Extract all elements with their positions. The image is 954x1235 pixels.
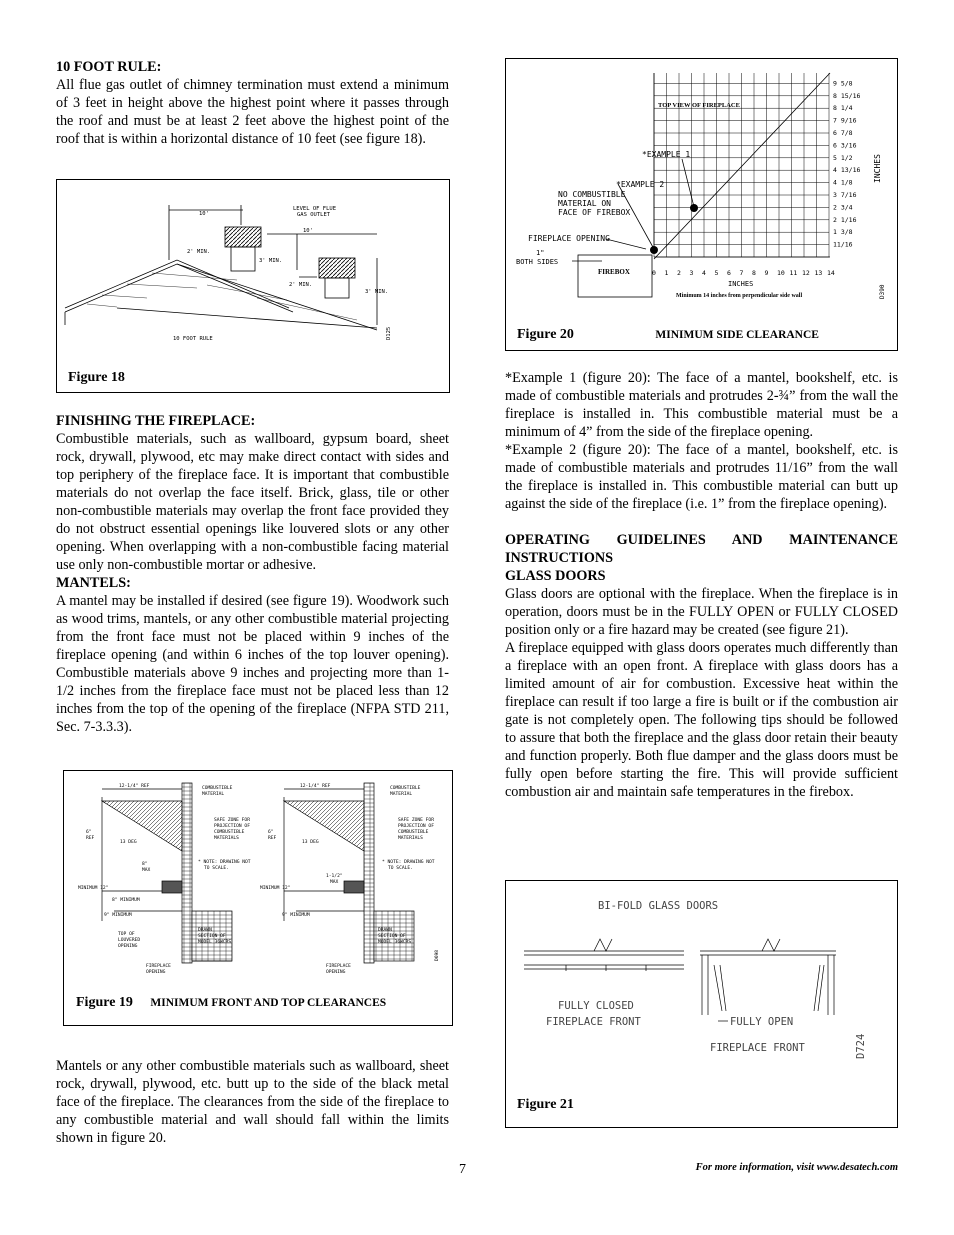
figure-18-caption: Figure 18 <box>68 370 125 385</box>
fig20-y-tick: 3 7/16 <box>833 191 857 199</box>
fig19-left-note2: TO SCALE. <box>204 866 229 871</box>
fig21-closed-2: FIREPLACE FRONT <box>546 1016 641 1028</box>
fig19-left-comb: COMBUSTIBLE <box>202 786 233 791</box>
fig20-both-2: BOTH SIDES <box>516 258 559 266</box>
fig19-left-louver1: TOP OF <box>118 932 135 937</box>
example-2-text: *Example 2 (figure 20): The face of a mantel, bookshelf, etc. is made of combustible materials and protrudes 11/16” from the wall the fireplace is installed in. This combustible material can butt up against the side of the fireplace (i.e. 1” from the fireplace opening). <box>505 442 898 512</box>
fig20-x-tick: 5 <box>714 269 719 277</box>
fig19-left-material: MATERIAL <box>202 792 225 797</box>
fig19-left-section2: SECTION OF <box>198 934 226 939</box>
fig20-y-tick: 6 3/16 <box>833 141 857 150</box>
fig20-example1: *EXAMPLE 1 <box>642 150 691 159</box>
figure-19 <box>63 770 453 1026</box>
fig20-no-comb-1: NO COMBUSTIBLE <box>558 190 626 199</box>
fig20-x-tick: 4 <box>702 269 706 277</box>
fig19-left-mats: MATERIALS <box>214 836 239 841</box>
fig19-right-max112: 1-1/2" <box>326 874 343 879</box>
finishing-text: Combustible materials, such as wallboard, gypsum board, sheet rock, drywall, plywood, etc may make direct contact with sides and top periphery of the fireplace face. It is important that combustible materials do not overlap the face itself. Brick, glass, tile or other non-combustible materials may overlap the front face provided they do not obstruct essential openings like louvered slots or any other opening. When overlapping with a non-combustible facing material use only non-combustible mortar or adhesive. <box>56 431 449 573</box>
fig19-left-ref6b: REF <box>86 836 95 841</box>
fig19-left-section1: DRAWN <box>198 928 212 933</box>
fig19-right-note1: * NOTE: DRAWING NOT <box>382 860 435 865</box>
fig21-open-1: FULLY OPEN <box>730 1016 794 1028</box>
fig19-right-top: 12-1/4" REF <box>300 784 331 789</box>
fig20-no-comb-2: MATERIAL ON <box>558 199 611 208</box>
fig20-y-tick: 11/16 <box>833 240 853 249</box>
fig19-left-proj: PROJECTION OF <box>214 824 250 829</box>
side-clearance-text: Mantels or any other combustible materials such as wallboard, sheet rock, drywall, plywood, etc. butt up to the side of the black metal face of the fireplace. The clearances from the side of the fireplace to any combustible material and wall should fall within the limits shown in figure 20. <box>56 1058 449 1146</box>
fig20-x-tick: 13 <box>814 269 823 277</box>
fig19-right-ref6b: REF <box>268 836 277 841</box>
left-column-middle <box>56 412 449 736</box>
fig18-flue-label: LEVEL OF FLUE <box>293 206 337 212</box>
fig20-x-tick: 11 <box>789 269 798 277</box>
fig19-right-deg: 13 DEG <box>302 840 319 845</box>
fig19-left-louver2: LOUVERED <box>118 938 141 943</box>
fig20-no-comb-3: FACE OF FIREBOX <box>558 208 631 217</box>
fig20-y-tick: 4 1/8 <box>833 178 853 187</box>
figure-21-caption: Figure 21 <box>517 1097 574 1112</box>
figure-19-caption <box>76 995 386 1011</box>
mantels-text: A mantel may be installed if desired (see figure 19). Woodwork such as wood trims, mantels, or any other combustible material projecting from the front face must not be placed within 9 inches of the fireplace opening (and within 6 inches of the top louver opening). Combustible materials above 9 inches and projecting more than 1-1/2 inches from the fireplace face must not be placed less than 12 inches from the top of the opening of the fireplace (NFPA STD 211, Sec. 7-3.3.3). <box>56 593 449 735</box>
fig19-left-top: 12-1/4" REF <box>119 784 150 789</box>
fig19-right-opening1: FIREPLACE <box>326 964 351 969</box>
fig19-right-ref6: 6" <box>268 830 274 835</box>
figure-19-label: Figure 19 <box>76 995 133 1010</box>
fig19-left-note1: * NOTE: DRAWING NOT <box>198 860 251 865</box>
page-number: 7 <box>459 1162 466 1177</box>
fig19-left-min12: MINIMUM 12" <box>78 886 109 891</box>
fig20-x-tick: 6 <box>727 269 731 277</box>
fig19-code: D698 <box>435 949 440 961</box>
fig20-y-tick: 1 3/8 <box>833 228 853 237</box>
figure-21 <box>505 880 898 1128</box>
fig20-y-tick: 8 1/4 <box>833 104 853 113</box>
fig20-y-tick: 8 15/16 <box>833 91 861 100</box>
fig20-x-tick: 1 <box>664 269 669 277</box>
figure-19-subtitle: MINIMUM FRONT AND TOP CLEARANCES <box>150 997 387 1009</box>
fig21-open-2: FIREPLACE FRONT <box>710 1042 805 1054</box>
right-column-text <box>505 369 898 801</box>
fig19-left-deg: 13 DEG <box>120 840 137 845</box>
fig20-inches-x: INCHES <box>728 280 754 288</box>
fig20-y-tick: 4 13/16 <box>833 166 861 175</box>
fig20-x-tick: 9 <box>764 269 769 277</box>
fig19-left-section3: MODEL 36WCRS <box>198 940 232 945</box>
figure-19-drawing <box>64 771 452 993</box>
fig19-left-max8: 8" <box>142 862 148 867</box>
fig19-right-min8: 9" MINIMUM <box>282 913 310 918</box>
fig19-left-opening2: OPENING <box>146 970 166 975</box>
figure-18-drawing <box>57 180 449 392</box>
fig18-code: D125 <box>386 326 392 340</box>
fig20-min14: Minimum 14 inches from perpendicular side wall <box>676 293 803 299</box>
fig21-title: BI-FOLD GLASS DOORS <box>598 900 719 912</box>
fig19-right-safe: SAFE ZONE FOR <box>398 818 434 823</box>
figure-20-caption-row <box>517 327 819 343</box>
fig18-2min-a: 2' MIN. <box>187 249 211 255</box>
fig20-example2-point <box>650 246 658 254</box>
mantels-heading: MANTELS: <box>56 575 131 591</box>
fig18-3min-a: 3' MIN. <box>259 258 283 264</box>
fig20-y-tick: 7 9/16 <box>833 116 857 125</box>
fig21-closed-1: FULLY CLOSED <box>558 1000 634 1012</box>
figure-21-drawing <box>506 881 897 1091</box>
fig20-fp-opening: FIREPLACE OPENING <box>528 234 610 243</box>
fig19-left-comb2: COMBUSTIBLE <box>214 830 245 835</box>
fig18-2min-b: 2' MIN. <box>289 282 313 288</box>
fig19-right-proj: PROJECTION OF <box>398 824 434 829</box>
fig19-right-material: MATERIAL <box>390 792 413 797</box>
fig19-right-note2: TO SCALE. <box>388 866 413 871</box>
fig20-code: D390 <box>879 284 886 299</box>
fig20-x-tick: 3 <box>689 269 694 277</box>
figure-20-drawing <box>506 59 897 319</box>
fig19-left-max8b: MAX <box>142 868 151 873</box>
fig19-right-section1: DRAWN <box>378 928 392 933</box>
fig21-code: D724 <box>855 1033 867 1059</box>
fig20-x-tick: 10 <box>777 269 785 277</box>
fig20-example1-point <box>690 204 698 212</box>
fig19-left-safe: SAFE ZONE FOR <box>214 818 250 823</box>
fig20-inches-y: INCHES <box>873 154 882 183</box>
fig20-x-tick: 12 <box>802 269 810 277</box>
example-1-text: *Example 1 (figure 20): The face of a mantel, bookshelf, etc. is made of combustible materials and protrudes 2-¾” from the wall the fireplace is installed in. This combustible material must be a minimum of 4” from the side of the fireplace opening. <box>505 370 898 440</box>
fig19-left-opening1: FIREPLACE <box>146 964 171 969</box>
figure-20-subtitle: MINIMUM SIDE CLEARANCE <box>655 329 819 341</box>
fig20-x-tick: 8 <box>752 269 756 277</box>
fig20-example2: *EXAMPLE 2 <box>616 180 665 189</box>
fig19-left-ref6: 6" <box>86 830 92 835</box>
fig20-y-tick: 5 1/2 <box>833 153 853 162</box>
glass-doors-text-2: A fireplace equipped with glass doors operates much differently than a fireplace with an open front. A fireplace with glass doors has a limited amount of air for combustion. Excessive heat within the fireplace can result if too large a fire is built or if the combustion air gate is not completely open. The following tips should be followed to assure that both the fireplace and the glass door retain their beauty and function properly. Both flue damper and the glass doors must be fully open before starting the fire. This will provide sufficient combustion air and maintain safe temperatures in the firebox. <box>505 640 898 800</box>
finishing-heading: FINISHING THE FIREPLACE: <box>56 413 256 429</box>
fig20-x-tick: 2 <box>677 269 681 277</box>
fig19-left-min9: 9" MINIMUM <box>104 913 132 918</box>
left-column-bottom <box>56 1057 449 1147</box>
figure-20 <box>505 58 898 351</box>
ten-foot-rule-heading: 10 FOOT RULE: <box>56 59 162 75</box>
fig19-right-comb: COMBUSTIBLE <box>390 786 421 791</box>
figure-18 <box>56 179 450 393</box>
fig20-both-1: 1" <box>536 249 545 257</box>
glass-doors-text-1: Glass doors are optional with the fireplace. When the fireplace is in operation, doors must be in the FULLY OPEN or FULLY CLOSED position only or a fire hazard may be created (see figure 21). <box>505 586 898 638</box>
fig19-right-mats: MATERIALS <box>398 836 423 841</box>
fig20-firebox: FIREBOX <box>598 268 630 276</box>
fig19-right-section2: SECTION OF <box>378 934 406 939</box>
fig18-3min-b: 3' MIN. <box>365 289 389 295</box>
fig18-rule-label: 10 FOOT RULE <box>173 336 213 342</box>
glass-doors-heading: GLASS DOORS <box>505 568 606 584</box>
fig19-left-louver3: OPENING <box>118 944 138 949</box>
fig19-right-section3: MODEL 36WCRS <box>378 940 412 945</box>
fig20-top-view: TOP VIEW OF FIREPLACE <box>658 102 740 109</box>
fig20-y-tick: 6 7/8 <box>833 129 853 137</box>
fig19-right-opening2: OPENING <box>326 970 346 975</box>
fig18-flue-label-2: GAS OUTLET <box>297 212 331 218</box>
fig19-right-max112b: MAX <box>330 880 339 885</box>
fig20-x-tick: 7 <box>739 269 744 277</box>
fig20-y-tick: 2 3/4 <box>833 203 853 212</box>
left-column-top <box>56 58 449 148</box>
fig18-10ft-mid-label: 10' <box>303 228 313 234</box>
operating-heading: OPERATING GUIDELINES AND MAINTENANCE INSTRUCTIONS <box>505 532 898 566</box>
fig20-x-tick: 0 <box>652 269 656 277</box>
fig19-left-min8: 8" MINIMUM <box>112 898 140 903</box>
fig19-right-min12: MINIMUM 12" <box>260 886 291 891</box>
fig20-y-tick: 2 1/16 <box>833 215 857 224</box>
fig18-10ft-top-label: 10' <box>199 211 209 217</box>
fig20-x-tick: 14 <box>827 269 835 277</box>
ten-foot-rule-text: All flue gas outlet of chimney termination must extend a minimum of 3 feet in height above the highest point where it passes through the roof and must be at least 2 feet above the highest point of the roof that is within a horizontal distance of 10 feet (see figure 18). <box>56 77 449 147</box>
footer-info: For more information, visit www.desatech.com <box>695 1162 898 1173</box>
fig19-right-comb2: COMBUSTIBLE <box>398 830 429 835</box>
fig20-y-tick: 9 5/8 <box>833 79 853 88</box>
figure-20-label: Figure 20 <box>517 327 574 342</box>
